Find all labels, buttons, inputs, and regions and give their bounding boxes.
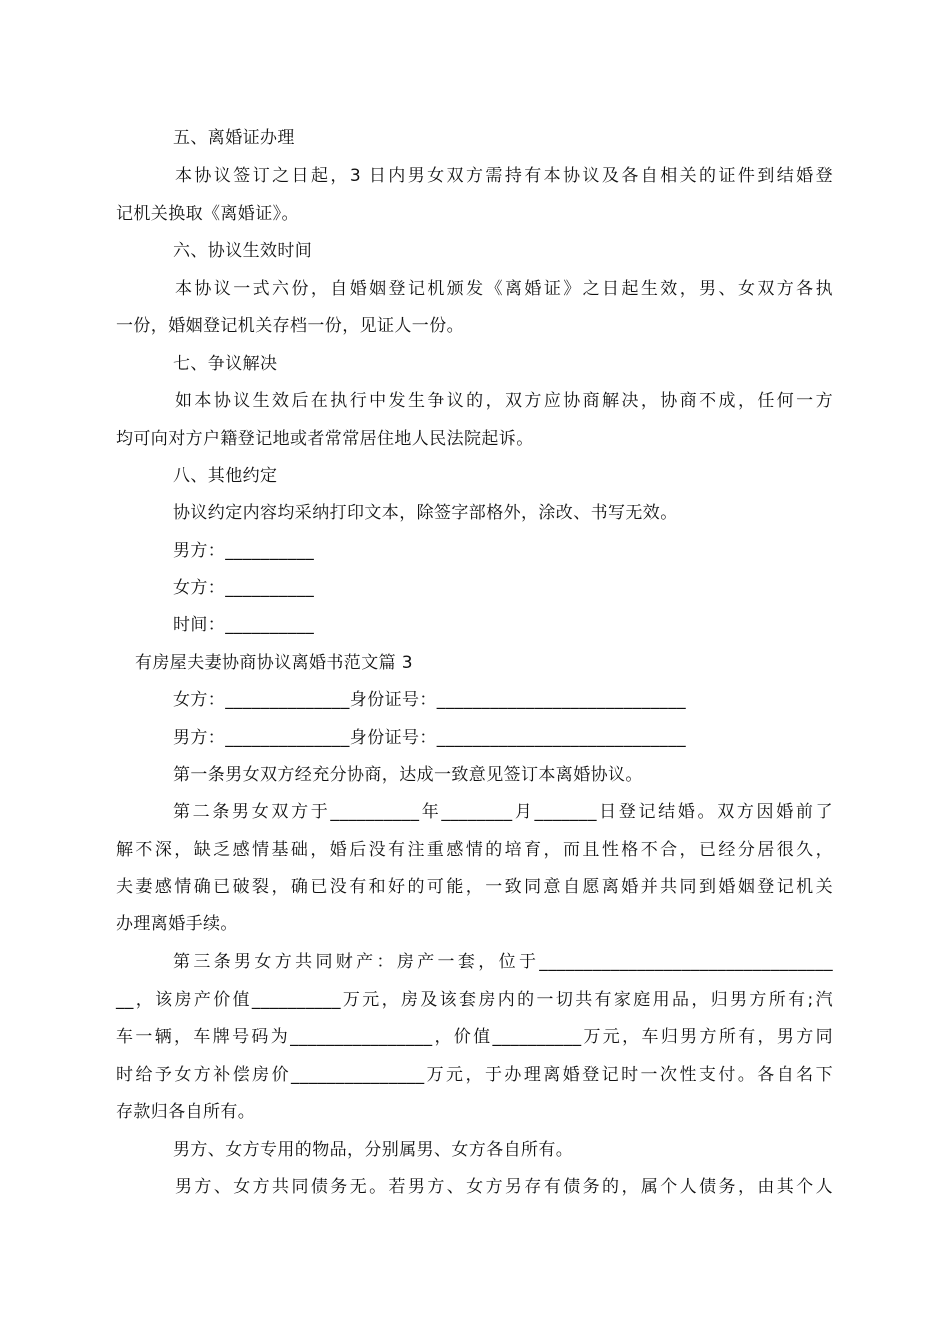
section-heading: 六、协议生效时间 xyxy=(173,241,313,261)
paragraph-line: __，该房产价值__________万元，房及该套房内的一切共有家庭用品，归男方所有;汽 xyxy=(116,990,833,1010)
signature-line-date: 时间：__________ xyxy=(173,615,315,635)
section-heading: 八、其他约定 xyxy=(173,466,278,486)
paragraph-line: 本协议签订之日起，3 日内男女双方需持有本协议及各自相关的证件到结婚登 xyxy=(175,166,833,186)
paragraph-line: 本协议一式六份，自婚姻登记机颁发《离婚证》之日起生效，男、女双方各执 xyxy=(175,279,833,299)
paragraph-line: 夫妻感情确已破裂，确已没有和好的可能，一致同意自愿离婚并共同到婚姻登记机关 xyxy=(116,877,833,897)
paragraph-line: 解不深，缺乏感情基础，婚后没有注重感情的培育，而且性格不合，已经分居很久， xyxy=(116,840,833,860)
paragraph-line: 均可向对方户籍登记地或者常常居住地人民法院起诉。 xyxy=(116,429,534,449)
signature-line-male: 男方：__________ xyxy=(173,541,315,561)
paragraph-line: 第二条男女双方于__________年________月_______日登记结婚。双方因婚前了 xyxy=(173,802,833,822)
section-heading: 五、离婚证办理 xyxy=(173,128,295,148)
paragraph-line: 协议约定内容均采纳打印文本，除签字部格外，涂改、书写无效。 xyxy=(173,503,678,523)
paragraph-line: 时给予女方补偿房价_______________万元，于办理离婚登记时一次性支付。各自名下 xyxy=(116,1065,833,1085)
party-line-male: 男方：______________身份证号：____________________________ xyxy=(173,728,686,748)
paragraph-line: 车一辆，车牌号码为________________，价值__________万元，车归男方所有，男方同 xyxy=(116,1027,833,1047)
paragraph-line: 办理离婚手续。 xyxy=(116,914,238,934)
paragraph-line: 男方、女方共同债务无。若男方、女方另存有债务的，属个人债务，由其个人 xyxy=(175,1177,833,1197)
paragraph-line: 存款归各自所有。 xyxy=(116,1102,256,1122)
section-heading: 七、争议解决 xyxy=(173,354,278,374)
paragraph-line: 记机关换取《离婚证》。 xyxy=(116,204,299,224)
paragraph-line: 第一条男女双方经充分协商，达成一致意见签订本离婚协议。 xyxy=(173,765,643,785)
article-title: 有房屋夫妻协商协议离婚书范文篇 3 xyxy=(135,653,414,673)
paragraph-line: 一份，婚姻登记机关存档一份，见证人一份。 xyxy=(116,316,464,336)
paragraph-line: 第三条男女方共同财产：房产一套，位于_________________________________ xyxy=(173,952,833,972)
signature-line-female: 女方：__________ xyxy=(173,578,315,598)
paragraph-line: 男方、女方专用的物品，分别属男、女方各自所有。 xyxy=(173,1140,574,1160)
paragraph-line: 如本协议生效后在执行中发生争议的，双方应协商解决，协商不成，任何一方 xyxy=(175,391,833,411)
party-line-female: 女方：______________身份证号：____________________________ xyxy=(173,690,686,710)
